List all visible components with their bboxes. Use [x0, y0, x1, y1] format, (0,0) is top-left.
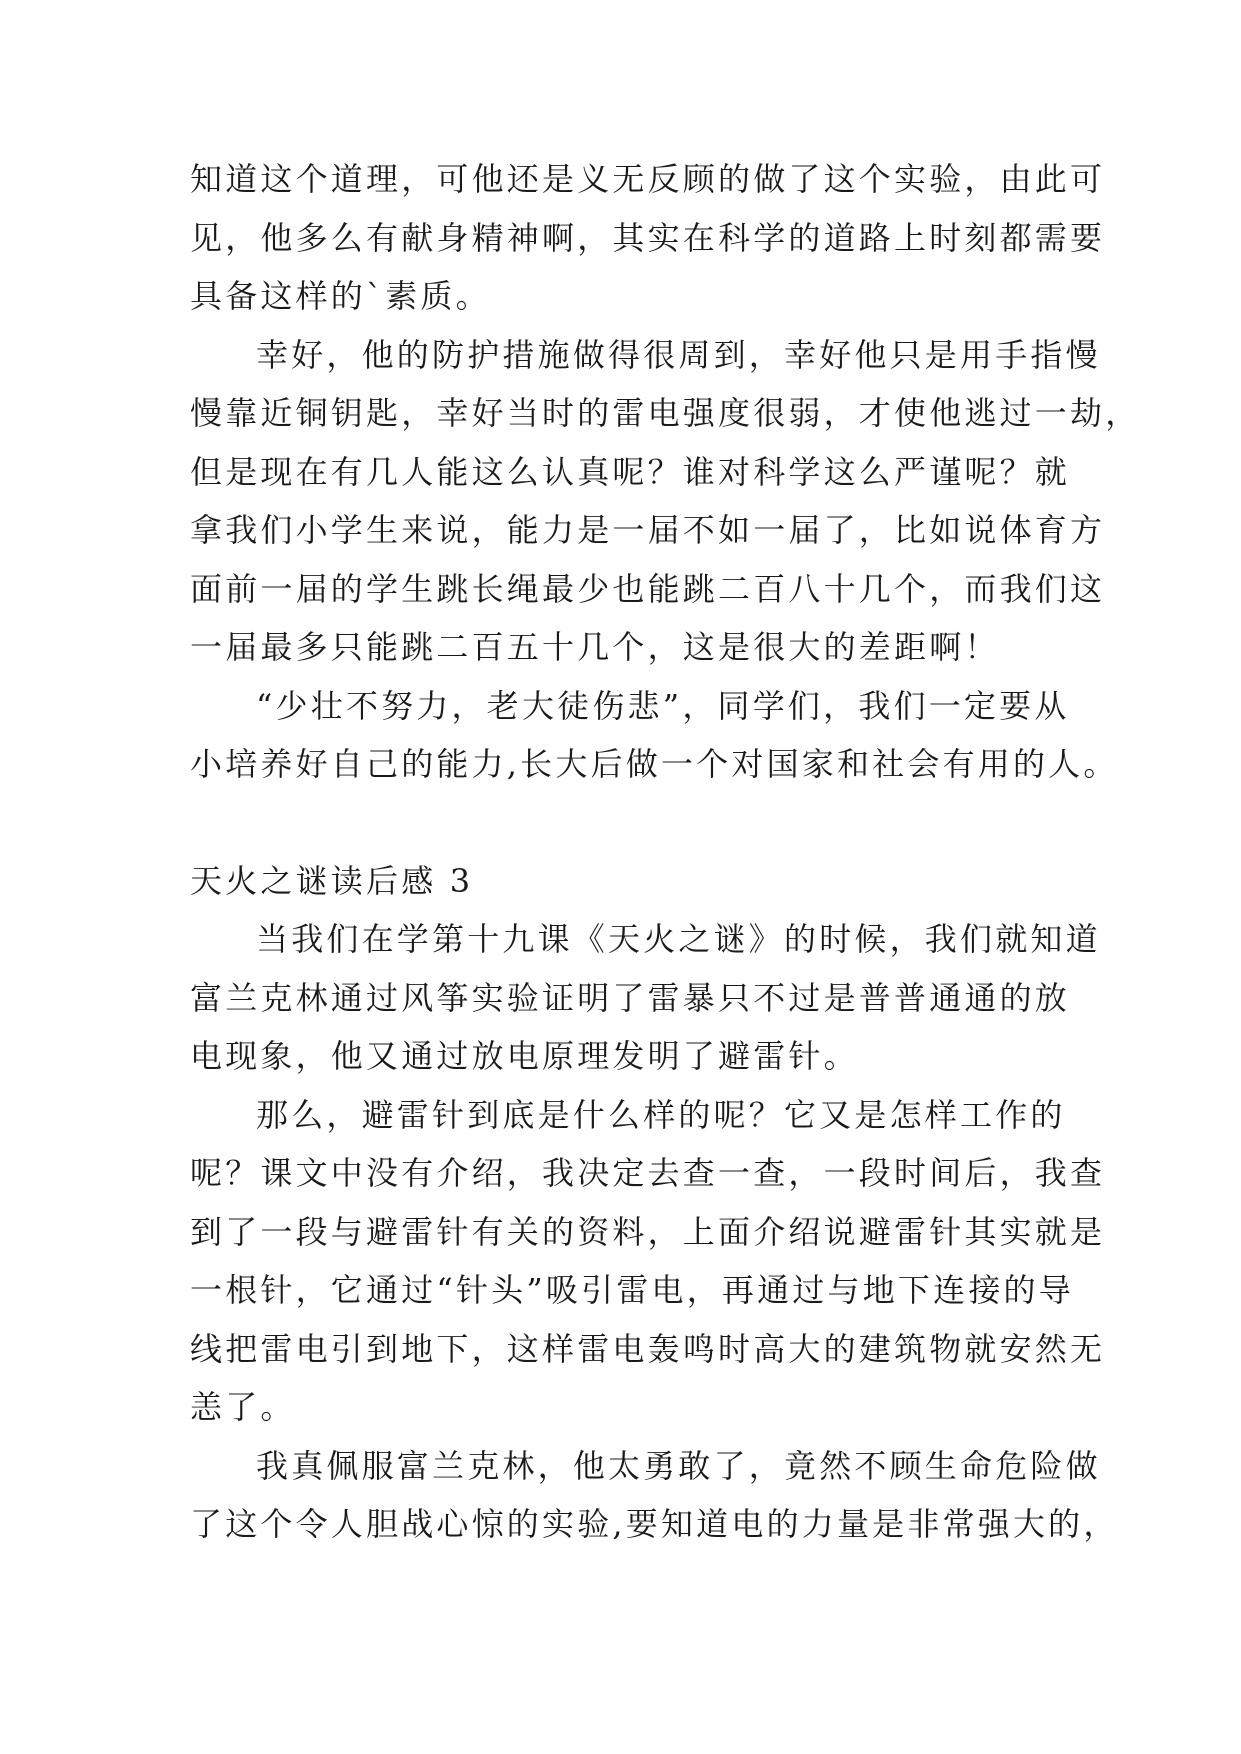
- text-line: 当我们在学第十九课《天火之谜》的时候，我们就知道: [256, 920, 1101, 958]
- text-line: 富兰克林通过风筝实验证明了雷暴只不过是普普通通的放: [190, 978, 1071, 1017]
- text-line: 电现象，他又通过放电原理发明了避雷针。: [190, 1037, 859, 1075]
- paragraph: [190, 677, 1119, 794]
- text-line: 面前一届的学生跳长绳最少也能跳二百八十几个，而我们这: [190, 569, 1106, 608]
- top-paragraphs: [190, 150, 1141, 794]
- paragraph: [190, 1437, 1119, 1554]
- section-title: 天火之谜读后感 3: [190, 861, 474, 900]
- text-line: 幸好，他的防护措施做得很周到，幸好他只是用手指慢: [256, 335, 1101, 374]
- text-line: 具备这样的`素质。: [190, 277, 491, 315]
- text-line: 一根针，它通过“针头”吸引雷电，再通过与地下连接的导: [190, 1271, 1074, 1309]
- text-line: 那么，避雷针到底是什么样的呢？它又是怎样工作的: [256, 1095, 1066, 1134]
- text-line: 小培养好自己的能力,长大后做一个对国家和社会有用的人。: [190, 745, 1119, 783]
- text-line: 慢靠近铜钥匙，幸好当时的雷电强度很弱，才使他逃过一劫，: [190, 394, 1141, 432]
- text-line: 了这个令人胆战心惊的实验,要知道电的力量是非常强大的，: [190, 1505, 1119, 1543]
- section-spacer: [190, 794, 1060, 852]
- document-page: [190, 150, 1141, 1554]
- text-line: 一届最多只能跳二百五十几个，这是很大的差距啊！: [190, 628, 1000, 666]
- section-paragraphs: [190, 910, 1119, 1554]
- text-line: 线把雷电引到地下，这样雷电轰鸣时高大的建筑物就安然无: [190, 1329, 1106, 1368]
- text-line: 见，他多么有献身精神啊，其实在科学的道路上时刻都需要: [190, 218, 1106, 257]
- text-line: 知道这个道理，可他还是义无反顾的做了这个实验，由此可: [190, 160, 1106, 198]
- paragraph: [190, 1086, 1106, 1437]
- text-line: “少壮不努力，老大徒伤悲”，同学们，我们一定要从: [256, 686, 1070, 725]
- text-line: 呢？课文中没有介绍，我决定去查一查，一段时间后，我查: [190, 1154, 1106, 1192]
- paragraph: [190, 150, 1106, 326]
- paragraph: [190, 910, 1101, 1086]
- text-line: 恙了。: [190, 1388, 296, 1426]
- text-line: 我真佩服富兰克林，他太勇敢了，竟然不顾生命危险做: [256, 1446, 1101, 1485]
- text-line: 拿我们小学生来说，能力是一届不如一届了，比如说体育方: [190, 511, 1106, 549]
- text-line: 到了一段与避雷针有关的资料，上面介绍说避雷针其实就是: [190, 1212, 1106, 1251]
- paragraph: [190, 326, 1141, 677]
- text-line: 但是现在有几人能这么认真呢？谁对科学这么严谨呢？就: [190, 452, 1071, 491]
